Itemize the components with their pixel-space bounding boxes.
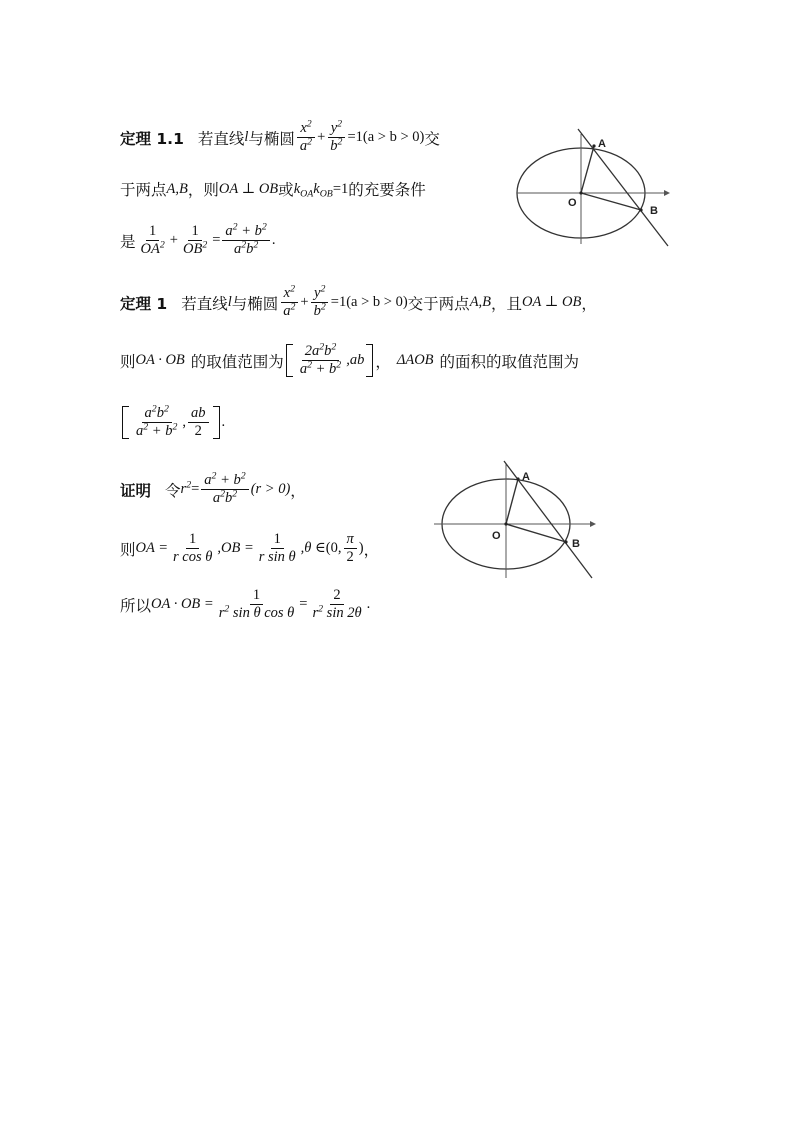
ellipse-condition: =1(a > b > 0) bbox=[330, 294, 408, 311]
theorem-1-1-line-3: 是 $\frac{1}{OA^2}$ + $\frac{1}{OB^2}$ = $\frac{a^2 + b^2}{a^2b^2}$ . bbox=[120, 221, 276, 258]
label-o: O bbox=[568, 197, 577, 209]
dot-product: OA · OB bbox=[135, 352, 185, 369]
theorem-1-line-1: 定理 1 若直线 l 与椭圆 $\frac{x^2}{a^2}$ + $\frac{y^2}{b^2}$ =1(a > b > 0) 交于两点 A,B ，且 OA ⊥ OB ， bbox=[120, 283, 597, 320]
ellipse-figure-2 bbox=[428, 458, 598, 586]
text: 令 bbox=[165, 481, 181, 500]
fraction-y2-b2: $\frac{y^2}{b^2}$ bbox=[327, 121, 345, 154]
theorem-1-line-2 bbox=[120, 341, 580, 378]
text: 的面积的取值范围为 bbox=[439, 352, 580, 371]
ellipse-condition: =1(a > b > 0) bbox=[347, 129, 425, 146]
text: 若直线 bbox=[181, 294, 228, 313]
text: 的充要条件 bbox=[348, 181, 426, 199]
points-ab: A,B bbox=[469, 294, 492, 311]
text: 与椭圆 bbox=[231, 294, 279, 313]
point-b bbox=[564, 540, 567, 543]
proof-label: 证明 bbox=[120, 481, 152, 500]
proof-line-3 bbox=[120, 588, 370, 621]
text: 若直线 bbox=[197, 129, 245, 148]
slope-product: $k_{OA}k_{OB}$ bbox=[293, 180, 333, 199]
text: ，则 bbox=[187, 181, 219, 199]
chord-line bbox=[578, 129, 668, 246]
point-a bbox=[516, 477, 519, 480]
upper-bound-ab: ,ab bbox=[346, 352, 365, 369]
equals-minus-one: =1 bbox=[332, 180, 349, 197]
period: . bbox=[366, 596, 371, 613]
text: 于两点 bbox=[120, 181, 167, 199]
theorem-1-1-line-1: 定理 1.1 若直线 l 与椭圆 $\frac{x^2}{a^2}$ + $\frac{y^2}{b^2}$ =1(a > b > 0) 交 bbox=[120, 118, 440, 155]
period: . bbox=[221, 414, 226, 431]
theorem-1-1-line-2 bbox=[120, 178, 426, 200]
label-a: A bbox=[522, 471, 530, 483]
fraction-x2-a2: $\frac{x^2}{a^2}$ bbox=[280, 286, 298, 319]
oa-expression: OA = bbox=[135, 540, 168, 557]
text: 所以 bbox=[120, 596, 152, 615]
proof-line-2 bbox=[120, 532, 379, 565]
text: ， bbox=[363, 540, 380, 559]
fraction-1-rsin: $\frac{1}{\text{r sin θ}}$ bbox=[258, 531, 296, 566]
fraction-2a2b2: $\frac{2a^2b^2}{a^2 + b^2}$ bbox=[299, 341, 342, 378]
point-o bbox=[504, 522, 507, 525]
fraction-sum-over-product: $\frac{a^2 + b^2}{a^2b^2}$ bbox=[222, 224, 269, 257]
text: 则 bbox=[120, 540, 136, 559]
label-o: O bbox=[492, 530, 501, 542]
fraction-ab-2: $\frac{ab}{2}$ bbox=[188, 406, 209, 439]
points-ab: A,B bbox=[166, 180, 188, 197]
point-b bbox=[639, 208, 642, 211]
point-o bbox=[579, 191, 582, 194]
theta-domain: ,θ ∈ bbox=[300, 540, 326, 557]
fraction-pi-2: $\frac{\pi}{2}$ bbox=[344, 532, 357, 565]
theorem-1-label: 定理 1 bbox=[120, 294, 168, 313]
text: ，且 bbox=[491, 294, 523, 313]
interval-open: (0, bbox=[325, 540, 342, 557]
ellipse-figure-1 bbox=[512, 126, 672, 251]
line-symbol: l bbox=[227, 294, 232, 311]
dot-product: OA · OB = bbox=[151, 596, 214, 613]
range-bracket-2: $\frac{a^2b^2}{a^2 + b^2}$ , $\frac{ab}{2}$ bbox=[122, 406, 220, 439]
fraction-1-ob2: $\frac{1}{OB^2}$ bbox=[182, 223, 208, 258]
text: 与椭圆 bbox=[248, 129, 295, 148]
fraction-r2-def: $\frac{a^2 + b^2}{a^2b^2}$ bbox=[201, 473, 248, 506]
fraction-a2b2: $\frac{a^2b^2}{a^2 + b^2}$ bbox=[136, 403, 178, 440]
segment-ob bbox=[581, 193, 641, 210]
perpendicular-condition: OA ⊥ OB bbox=[522, 294, 582, 311]
text: 交于两点 bbox=[407, 294, 470, 313]
segment-ob bbox=[506, 524, 566, 542]
point-a bbox=[592, 144, 595, 147]
fraction-1-rcos: $\frac{1}{\text{r cos θ}}$ bbox=[173, 531, 213, 566]
triangle-aob: ΔAOB bbox=[396, 352, 434, 369]
text: ， bbox=[375, 352, 391, 371]
equals: = bbox=[299, 596, 308, 613]
interval-close: ) bbox=[358, 540, 364, 557]
proof-line-1: 证明 令 $r^2$ = $\frac{a^2 + b^2}{a^2b^2}$ (r > 0) ， bbox=[120, 470, 306, 507]
x-axis-arrow-icon bbox=[664, 190, 670, 196]
text: 则 bbox=[120, 352, 136, 371]
period: . bbox=[271, 232, 276, 249]
segment-oa bbox=[506, 479, 518, 524]
theorem-1-1-label: 定理 1.1 bbox=[120, 129, 184, 148]
ob-expression: ,OB = bbox=[217, 540, 254, 557]
r-condition: (r > 0) bbox=[250, 481, 291, 498]
fraction-1-oa2: $\frac{1}{OA^2}$ bbox=[140, 223, 165, 258]
text: ， bbox=[290, 481, 306, 500]
perpendicular-condition: OA ⊥ OB bbox=[218, 180, 279, 197]
fraction-1-r2sincos: $\frac{1}{r^2 \sin \theta \cos \theta}$ bbox=[218, 587, 295, 622]
text: ， bbox=[581, 294, 597, 313]
range-bracket-1 bbox=[286, 341, 374, 378]
fraction-y2-b2: $\frac{y^2}{b^2}$ bbox=[311, 286, 329, 319]
x-axis-arrow-icon bbox=[590, 521, 596, 527]
text: 或 bbox=[278, 181, 294, 199]
label-b: B bbox=[572, 538, 580, 550]
label-b: B bbox=[650, 205, 658, 217]
text: 是 bbox=[120, 232, 136, 251]
fraction-x2-a2: $\frac{x^2}{a^2}$ bbox=[297, 121, 315, 154]
text: 交 bbox=[424, 129, 440, 148]
segment-oa bbox=[581, 146, 594, 193]
line-symbol: l bbox=[244, 129, 249, 146]
fraction-2-r2sin2: $\frac{2}{r^2 \sin 2\theta}$ bbox=[312, 587, 362, 622]
theorem-1-line-3 bbox=[120, 403, 226, 440]
text: 的取值范围为 bbox=[190, 352, 284, 371]
label-a: A bbox=[598, 138, 606, 150]
